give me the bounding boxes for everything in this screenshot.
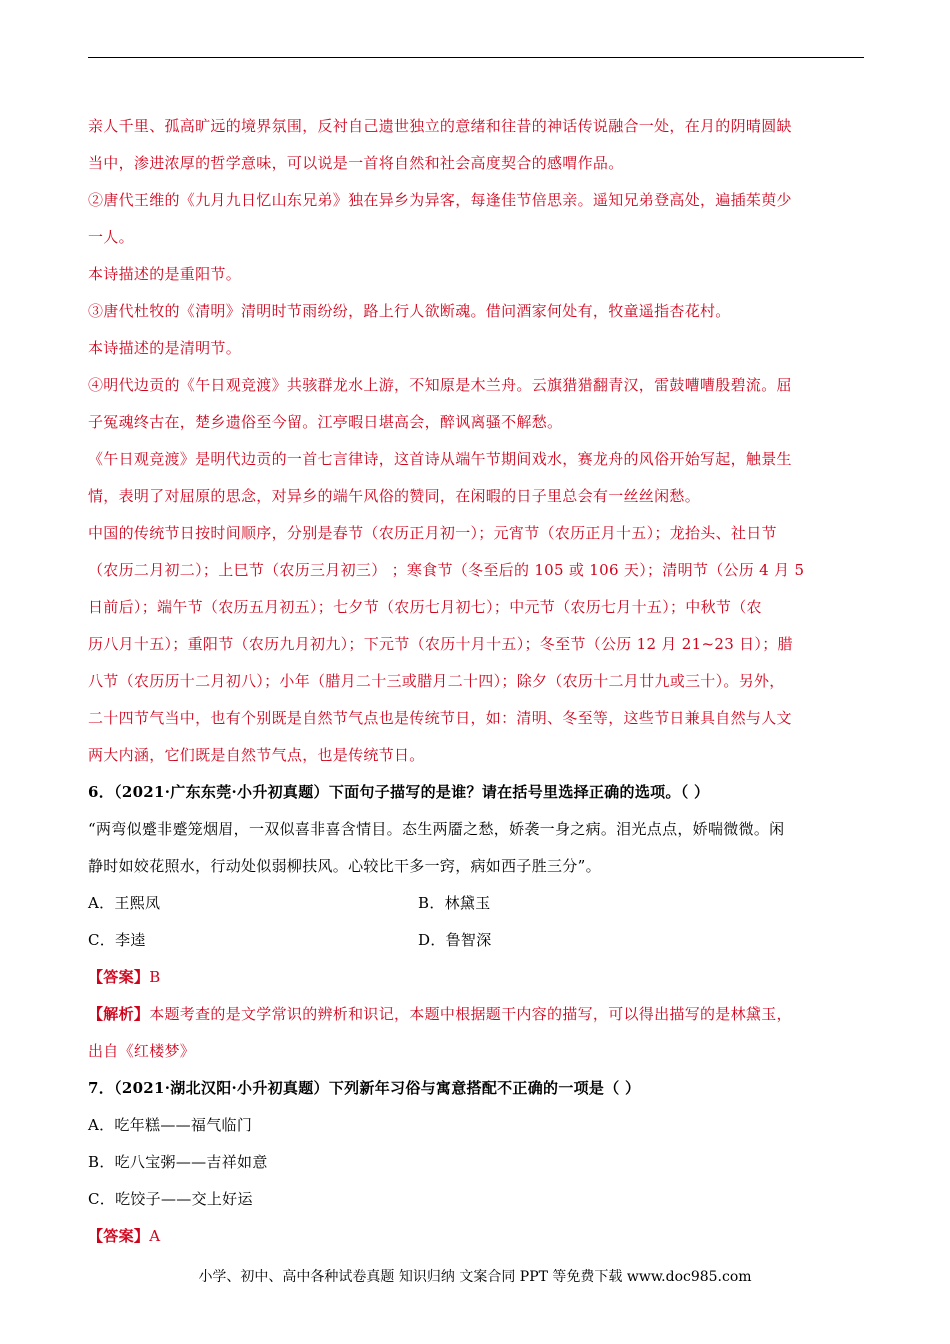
answer-value: B <box>149 968 161 986</box>
question-6-answer <box>88 959 864 996</box>
analysis-text: 子冤魂终古在，楚乡遗俗至今留。江亭暇日堪高会，醉讽离骚不解愁。 <box>88 413 563 431</box>
analysis-text: 情，表明了对屈原的思念，对异乡的端午风俗的赞同，在闲暇的日子里总会有一丝丝闲愁。 <box>88 487 701 505</box>
festivals-text: （农历二月初二）；上巳节（农历三月初三） ；寒食节（冬至后的 105 或 106 天）；清明节（公历 4 月 5 <box>88 561 805 579</box>
option-a: A．王熙凤 <box>88 894 161 912</box>
festivals-text: 历八月十五）；重阳节（农历九月初九）；下元节（农历十月十五）；冬至节（公历 12 月 21~23 日）；腊 <box>88 635 793 653</box>
analysis-text: 本诗描述的是重阳节。 <box>88 265 242 283</box>
answer-tag: 【答案】 <box>88 1227 150 1245</box>
page-footer: 小学、初中、高中各种试卷真题 知识归纳 文案合同 PPT 等免费下载 www.doc985.com <box>198 1269 752 1285</box>
analysis-text: 本诗描述的是清明节。 <box>88 339 242 357</box>
option-a: A．吃年糕——福气临门 <box>88 1116 253 1134</box>
question-7-answer <box>88 1218 864 1255</box>
question-6-options-row <box>88 922 864 959</box>
analysis-tag: 【解析】 <box>88 1005 150 1023</box>
analysis-text: 当中，渗进浓厚的哲学意味，可以说是一首将自然和社会高度契合的感喟作品。 <box>88 154 624 172</box>
page-content <box>88 108 864 1255</box>
analysis-text: ②唐代王维的《九月九日忆山东兄弟》独在异乡为异客，每逢佳节倍思亲。遥知兄弟登高处，遍插茱萸少 <box>88 191 792 209</box>
analysis-text: ③唐代杜牧的《清明》清明时节雨纷纷，路上行人欲断魂。借问酒家何处有，牧童遥指杏花村。 <box>88 302 731 320</box>
analysis-text: 《午日观竞渡》是明代边贡的一首七言律诗，这首诗从端午节期间戏水，赛龙舟的风俗开始写起，触景生 <box>88 450 792 468</box>
question-6-quote: “两弯似蹙非蹙笼烟眉，一双似喜非喜含情目。态生两靥之愁，娇袭一身之病。泪光点点，娇喘微微。闲 <box>88 820 785 838</box>
analysis-text: 本题考查的是文学常识的辨析和识记，本题中根据题干内容的描写，可以得出描写的是林黛玉， <box>149 1005 792 1023</box>
option-c: C．吃饺子——交上好运 <box>88 1190 253 1208</box>
option-d: D．鲁智深 <box>418 931 492 949</box>
question-6-analysis <box>88 996 864 1033</box>
festivals-text: 日前后）；端午节（农历五月初五）；七夕节（农历七月初七）；中元节（农历七月十五）；中秋节（农 <box>88 598 762 616</box>
festivals-text: 两大内涵，它们既是自然节气点，也是传统节日。 <box>88 746 425 764</box>
question-6-quote: 静时如姣花照水，行动处似弱柳扶风。心较比干多一窍，病如西子胜三分”。 <box>88 857 601 875</box>
question-6-options-row <box>88 885 864 922</box>
option-b: B．吃八宝粥——吉祥如意 <box>88 1153 268 1171</box>
question-7-title: 7．（2021·湖北汉阳·小升初真题）下列新年习俗与寓意搭配不正确的一项是（ ） <box>88 1079 641 1097</box>
header-rule <box>88 57 864 58</box>
analysis-text: 一人。 <box>88 228 134 246</box>
analysis-text: ④明代边贡的《午日观竞渡》共骇群龙水上游，不知原是木兰舟。云旗猎猎翻青汉，雷鼓嘈嘈殷碧流。屈 <box>88 376 792 394</box>
question-6-title: 6．（2021·广东东莞·小升初真题）下面句子描写的是谁？请在括号里选择正确的选项。（ ） <box>88 783 710 801</box>
answer-tag: 【答案】 <box>88 968 150 986</box>
festivals-text: 八节（农历历十二月初八）；小年（腊月二十三或腊月二十四）；除夕（农历十二月廿九或三十）。另外， <box>88 672 785 690</box>
festivals-text: 二十四节气当中，也有个别既是自然节气点也是传统节日，如：清明、冬至等，这些节日兼具自然与人文 <box>88 709 792 727</box>
analysis-text: 亲人千里、孤高旷远的境界氛围，反衬自己遗世独立的意绪和往昔的神话传说融合一处，在月的阴晴圆缺 <box>88 117 792 135</box>
option-c: C．李逵 <box>88 931 146 949</box>
option-b: B．林黛玉 <box>418 894 491 912</box>
question-6-analysis: 出自《红楼梦》 <box>88 1042 196 1060</box>
festivals-text: 中国的传统节日按时间顺序，分别是春节（农历正月初一）；元宵节（农历正月十五）；龙抬头、社日节 <box>88 524 777 542</box>
answer-value: A <box>149 1227 161 1245</box>
